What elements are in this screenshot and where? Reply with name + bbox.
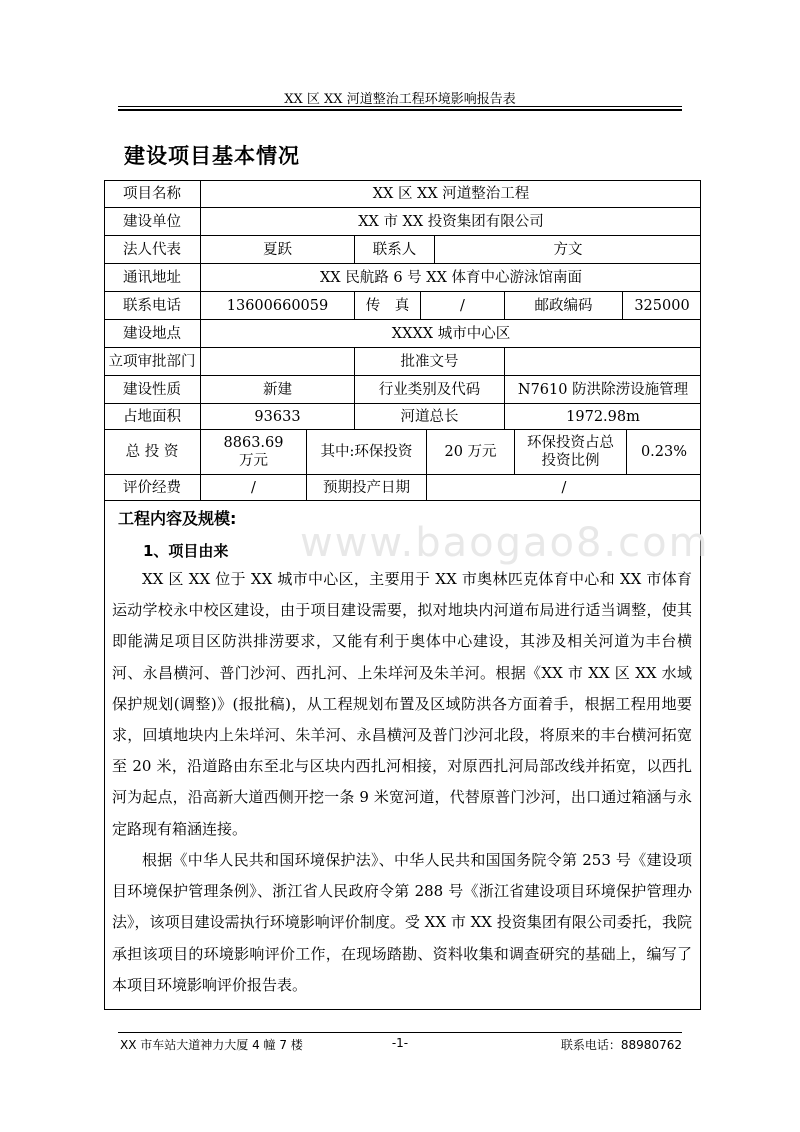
table-row [104, 208, 701, 236]
address-value: XX 民航路 6 号 XX 体育中心游泳馆南面 [200, 264, 701, 291]
industry-label: 行业类别及代码 [354, 376, 504, 403]
env-ratio-label: 环保投资占总投资比例 [514, 430, 626, 474]
table-row [104, 180, 701, 208]
location-label: 建设地点 [123, 325, 181, 342]
table-row [104, 292, 701, 320]
industry-value: N7610 防洪除涝设施管理 [504, 376, 701, 403]
legal-rep-value: 夏跃 [200, 236, 354, 263]
footer-address: XX 市车站大道神力大厦 4 幢 7 楼 [120, 1038, 303, 1052]
table-row [104, 348, 701, 376]
contact-label: 联系人 [354, 236, 434, 263]
approval-doc-value [504, 348, 701, 375]
approval-value [200, 348, 354, 375]
header-rule [118, 106, 682, 107]
postcode-value: 325000 [622, 292, 701, 319]
table-row [104, 320, 701, 348]
postcode-label: 邮政编码 [504, 292, 622, 319]
env-investment-label: 其中:环保投资 [306, 430, 426, 474]
builder-label: 建设单位 [123, 213, 181, 230]
footer-page-number: -1- [391, 1036, 409, 1050]
investment-value: 8863.69 万元 [200, 430, 306, 474]
footer-rule [118, 1032, 682, 1033]
investment-label: 总 投 资 [125, 444, 179, 460]
fax-value: / [420, 292, 504, 319]
legal-rep-label: 法人代表 [123, 241, 181, 258]
production-date-value: / [426, 475, 701, 500]
phone-label: 联系电话 [123, 297, 181, 314]
page-title: 建设项目基本情况 [124, 144, 300, 168]
address-label: 通讯地址 [123, 269, 181, 286]
env-investment-value: 20 万元 [426, 430, 514, 474]
paragraph-legal-basis: 根据《中华人民共和国环境保护法》、中华人民共和国国务院令第 253 号《建设项目环境保护管理条例》、浙江省人民政府令第 288 号《浙江省建设项目环境保护管理办法》，该项目建设需执行环境影响评价制度。受 XX 市 XX 投资集团有限公司委托，我院承担该项目的环境影响评价工作，在现场踏勘、资料收集和调查研究的基础上，编写了本项目环境影响评价报告表。 [112, 851, 692, 994]
subsection-title: 1、项目由来 [143, 542, 229, 560]
env-ratio-value: 0.23% [626, 430, 701, 474]
fee-value: / [200, 475, 306, 500]
area-label: 占地面积 [123, 408, 181, 425]
table-row [104, 475, 701, 501]
table-row [104, 404, 701, 430]
project-name-value: XX 区 XX 河道整治工程 [200, 180, 701, 207]
contact-value: 方文 [434, 236, 701, 263]
builder-value: XX 市 XX 投资集团有限公司 [200, 208, 701, 235]
area-value: 93633 [200, 404, 354, 429]
table-row [104, 430, 701, 475]
nature-label: 建设性质 [123, 381, 181, 398]
header-rule-thick [118, 109, 682, 111]
footer-phone: 联系电话：88980762 [560, 1038, 682, 1052]
watermark: www.baogao8.com [300, 520, 710, 566]
table-row [104, 236, 701, 264]
fee-label: 评价经费 [123, 479, 181, 496]
approval-label: 立项审批部门 [108, 353, 196, 370]
table-row [104, 376, 701, 404]
project-name-label: 项目名称 [123, 185, 181, 202]
phone-value: 13600660059 [200, 292, 354, 319]
paragraph-background: XX 区 XX 位于 XX 城市中心区，主要用于 XX 市奥林匹克体育中心和 XX 市体育运动学校永中校区建设，由于项目建设需要，拟对地块内河道布局进行适当调整，使其即能满足项目区防洪排涝要求，又能有利于奥体中心建设，其涉及相关河道为丰台横河、永昌横河、普门沙河、西扎河、上朱垟河及朱羊河。根据《XX 市 XX 区 XX 水域保护规划(调整)》(报批稿)，从工程规划布置及区域防洪各方面着手，根据工程用地要求，回填地块内上朱垟河、朱羊河、永昌横河及普门沙河北段，将原来的丰台横河拓宽至 20 米，沿道路由东至北与区块内西扎河相接，对原西扎河局部改线并拓宽，以西扎河为起点，沿高新大道西侧开挖一条 9 米宽河道，代替原普门沙河，出口通过箱涵与永定路现有箱涵连接。 [112, 570, 692, 838]
river-length-value: 1972.98m [504, 404, 701, 429]
table-row [104, 264, 701, 292]
fax-label: 传 真 [354, 292, 420, 319]
approval-doc-label: 批准文号 [354, 348, 504, 375]
section-title: 工程内容及规模: [118, 509, 237, 528]
production-date-label: 预期投产日期 [306, 475, 426, 500]
river-length-label: 河道总长 [354, 404, 504, 429]
nature-value: 新建 [200, 376, 354, 403]
running-header: XX 区 XX 河道整治工程环境影响报告表 [284, 92, 516, 107]
location-value: XXXX 城市中心区 [200, 320, 701, 347]
